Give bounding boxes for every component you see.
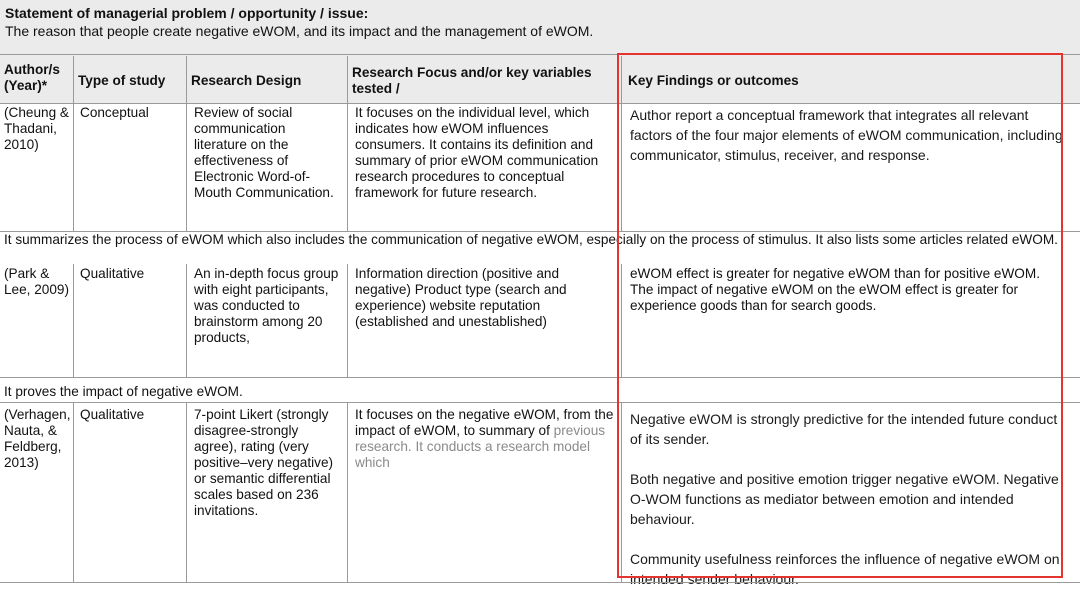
row3-focus [351,406,619,472]
row3-focus-text: It focuses on the negative eWOM, from the impact of eWOM, to summary of [355,407,614,438]
column-divider [186,56,187,103]
row3-author: (Verhagen, Nauta, & Feldberg, 2013) [4,407,71,470]
row2-findings [626,265,1072,315]
statement-header [0,0,1080,55]
row2-summary: It proves the impact of negative eWOM. [4,384,243,399]
row1-author: (Cheung & Thadani, 2010) [4,105,69,152]
row1-type: Conceptual [80,105,149,120]
row3-finding-2: Both negative and positive emotion trigger negative eWOM. Negative O-WOM functions as mediator between emotion and intended behaviour. [630,471,1059,527]
column-divider [73,56,74,103]
row-divider [0,103,1080,104]
row3-focus-faded-text: previous research. It conducts a research model which [355,423,606,470]
column-divider [73,402,74,582]
column-divider [186,264,187,377]
row1-finding-1: Author report a conceptual framework that integrates all relevant factors of the four major elements of eWOM communication, including communicator, stimulus, receiver, and response. [630,107,1063,163]
column-divider [621,56,622,103]
column-divider [73,264,74,377]
row1-focus: It focuses on the individual level, which indicates how eWOM influences consumers. It contains its definition and summary of prior eWOM communication research procedures to conceptual framework for future research. [355,105,599,200]
row1-findings [626,104,1072,166]
row3-findings [626,408,1072,590]
row2-focus: Information direction (positive and negative) Product type (search and experience) website reputation (established and unestablished) [355,266,567,329]
statement-text: The reason that people create negative eWOM, and its impact and the management of eWOM. [5,23,594,39]
column-divider [621,103,622,231]
column-header-type: Type of study [78,73,166,88]
row2-design: An in-depth focus group with eight participants, was conducted to brainstorm among 20 products, [194,266,339,345]
column-header-design: Research Design [191,73,302,88]
row3-finding-3: Community usefulness reinforces the influence of negative eWOM on intended sender behaviour. [630,551,1060,587]
column-divider [347,103,348,231]
row1-summary: It summarizes the process of eWOM which also includes the communication of negative eWOM, especially on the process of stimulus. It also lists some articles related eWOM. [4,232,1058,247]
row2-type: Qualitative [80,266,145,281]
column-divider [347,56,348,103]
column-header-focus: Research Focus and/or key variables tested / [352,65,592,96]
column-header-author: Author/s (Year)* [4,62,60,93]
row-divider [0,582,1080,583]
row2-author: (Park & Lee, 2009) [4,266,70,297]
row2-finding-2: The impact of negative eWOM on the eWOM effect is greater for experience goods than for search goods. [630,282,1019,313]
row3-type: Qualitative [80,407,145,422]
column-divider [347,402,348,582]
row3-finding-1: Negative eWOM is strongly predictive for the intended future conduct of its sender. [630,411,1058,447]
row3-design: 7-point Likert (strongly disagree-strongly agree), rating (very positive–very negative) or semantic differential scales based on 236 invitations. [194,407,334,518]
column-divider [186,402,187,582]
statement-heading: Statement of managerial problem / opportunity / issue: [5,5,369,21]
column-divider [73,103,74,231]
column-divider [621,402,622,582]
row-divider [0,231,1080,232]
row1-design: Review of social communication literature on the effectiveness of Electronic Word-of-Mouth Communication. [194,105,334,200]
column-divider [621,264,622,377]
row-divider [0,402,1080,403]
row2-finding-1: eWOM effect is greater for negative eWOM than for positive eWOM. [630,266,1040,281]
column-divider [186,103,187,231]
column-header-findings: Key Findings or outcomes [628,73,799,88]
column-divider [347,264,348,377]
row-divider [0,377,1080,378]
